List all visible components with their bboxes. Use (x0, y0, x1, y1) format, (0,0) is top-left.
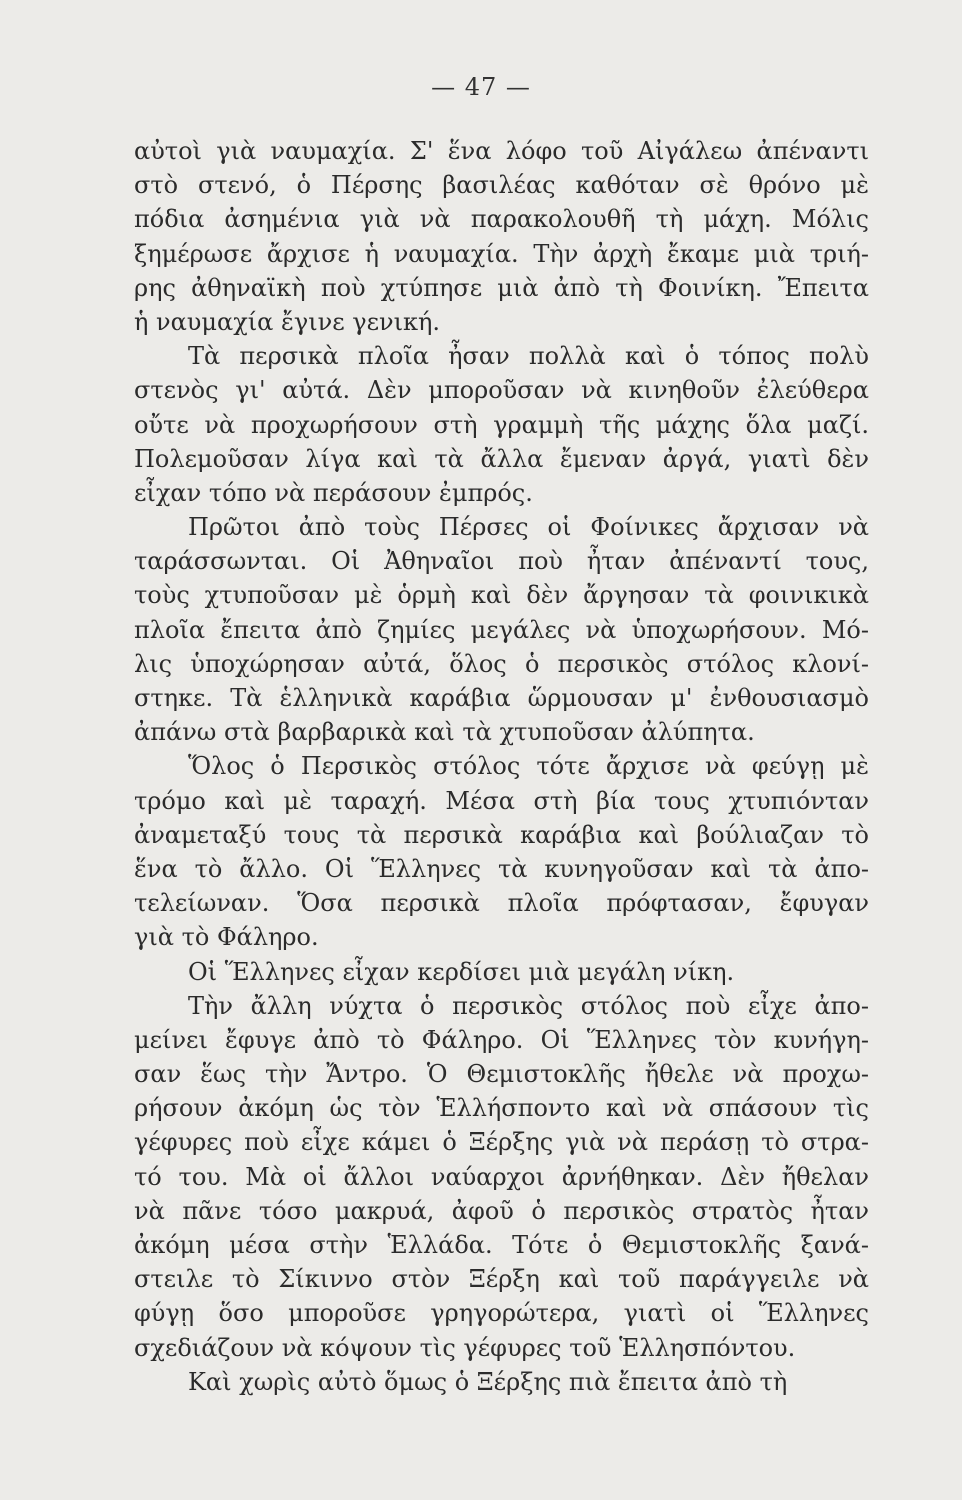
text-line: ἀπάνω στὰ βαρβαρικὰ καὶ τὰ χτυποῦσαν ἀλύπητα. (134, 718, 755, 747)
text-line: οὔτε νὰ προχωρήσουν στὴ γραμμὴ τῆς μάχης ὅλα μαζί. (134, 410, 869, 439)
text-line: στειλε τὸ Σίκιννο στὸν Ξέρξη καὶ τοῦ παράγγειλε νὰ (134, 1265, 869, 1294)
text-line: ἕνα τὸ ἄλλο. Οἱ Ἕλληνες τὰ κυνηγοῦσαν καὶ τὰ ἀπο- (134, 854, 869, 883)
text-line: γιὰ τὸ Φάληρο. (134, 923, 319, 952)
text-line: ἀκόμη μέσα στὴν Ἑλλάδα. Τότε ὁ Θεμιστοκλῆς ξανά- (134, 1231, 869, 1259)
text-line: λις ὑποχώρησαν αὐτά, ὅλος ὁ περσικὸς στόλος κλονί- (134, 649, 869, 678)
text-line: Ὅλος ὁ Περσικὸς στόλος τότε ἄρχισε νὰ φεύγῃ μὲ (188, 752, 869, 781)
text-line: φύγῃ ὅσο μποροῦσε γρηγορώτερα, γιατὶ οἱ Ἕλληνες (134, 1299, 869, 1328)
text-line: τοὺς χτυποῦσαν μὲ ὁρμὴ καὶ δὲν ἄργησαν τὰ φοινικικὰ (134, 581, 869, 610)
text-line: ξημέρωσε ἄρχισε ἡ ναυμαχία. Τὴν ἀρχὴ ἔκαμε μιὰ τριή- (134, 239, 869, 268)
text-line: σαν ἕως τὴν Ἄντρο. Ὁ Θεμιστοκλῆς ἤθελε νὰ προχω- (134, 1060, 869, 1089)
text-line: τό του. Μὰ οἱ ἄλλοι ναύαρχοι ἀρνήθηκαν. Δὲν ἤθελαν (134, 1162, 869, 1191)
text-line: πόδια ἀσημένια γιὰ νὰ παρακολουθῆ τὴ μάχη. Μόλις (134, 205, 869, 234)
text-line: αὐτοὶ γιὰ ναυμαχία. Σ' ἕνα λόφο τοῦ Αἰγάλεω ἀπέναντι (134, 137, 869, 165)
text-line: ταράσσωνται. Οἱ Ἀθηναῖοι ποὺ ἦταν ἀπέναντί τους, (134, 547, 869, 576)
text-line: εἶχαν τόπο νὰ περάσουν ἐμπρός. (134, 478, 533, 507)
text-line: ἡ ναυμαχία ἔγινε γενική. (134, 307, 441, 336)
text-line: Τὰ περσικὰ πλοῖα ἦσαν πολλὰ καὶ ὁ τόπος πολὺ (188, 342, 869, 371)
text-line: Πρῶτοι ἀπὸ τοὺς Πέρσες οἱ Φοίνικες ἄρχισαν νὰ (188, 513, 869, 542)
text-line: Οἱ Ἕλληνες εἶχαν κερδίσει μιὰ μεγάλη νίκη. (188, 957, 735, 986)
text-line: νὰ πᾶνε τόσο μακρυά, ἀφοῦ ὁ περσικὸς στρατὸς ἦταν (134, 1196, 869, 1225)
text-line: Τὴν ἄλλη νύχτα ὁ περσικὸς στόλος ποὺ εἶχε ἀπο- (188, 991, 869, 1020)
text-line: πλοῖα ἔπειτα ἀπὸ ζημίες μεγάλες νὰ ὑποχωρήσουν. Μό- (134, 615, 869, 644)
page-number: — 47 — (431, 73, 531, 101)
text-line: ρήσουν ἀκόμη ὡς τὸν Ἑλλήσποντο καὶ νὰ σπάσουν τὶς (134, 1094, 869, 1123)
text-line: Καὶ χωρὶς αὐτὸ ὅμως ὁ Ξέρξης πιὰ ἔπειτα ἀπὸ τὴ (188, 1367, 788, 1396)
text-line: στενὸς γι' αὐτά. Δὲν μποροῦσαν νὰ κινηθοῦν ἐλεύθερα (134, 376, 869, 405)
body-text (134, 134, 869, 1399)
text-line: στηκε. Τὰ ἑλληνικὰ καράβια ὥρμουσαν μ' ἐνθουσιασμὸ (134, 684, 869, 712)
text-line: σχεδιάζουν νὰ κόψουν τὶς γέφυρες τοῦ Ἑλλησπόντου. (134, 1333, 796, 1362)
text-line: μείνει ἔφυγε ἀπὸ τὸ Φάληρο. Οἱ Ἕλληνες τὸν κυνήγη- (134, 1025, 869, 1054)
text-line: τελείωναν. Ὅσα περσικὰ πλοῖα πρόφτασαν, ἔφυγαν (134, 889, 869, 918)
text-line: στὸ στενό, ὁ Πέρσης βασιλέας καθόταν σὲ θρόνο μὲ (134, 171, 869, 200)
text-line: τρόμο καὶ μὲ ταραχή. Μέσα στὴ βία τους χτυπιόνταν (134, 786, 869, 815)
text-line: γέφυρες ποὺ εἶχε κάμει ὁ Ξέρξης γιὰ νὰ περάσῃ τὸ στρα- (134, 1128, 869, 1157)
text-line: ἀναμεταξύ τους τὰ περσικὰ καράβια καὶ βούλιαζαν τὸ (134, 820, 869, 849)
text-line: ρης ἀθηναϊκὴ ποὺ χτύπησε μιὰ ἀπὸ τὴ Φοινίκη. Ἔπειτα (134, 273, 869, 302)
text-line: Πολεμοῦσαν λίγα καὶ τὰ ἄλλα ἔμεναν ἀργά, γιατὶ δὲν (134, 444, 869, 473)
